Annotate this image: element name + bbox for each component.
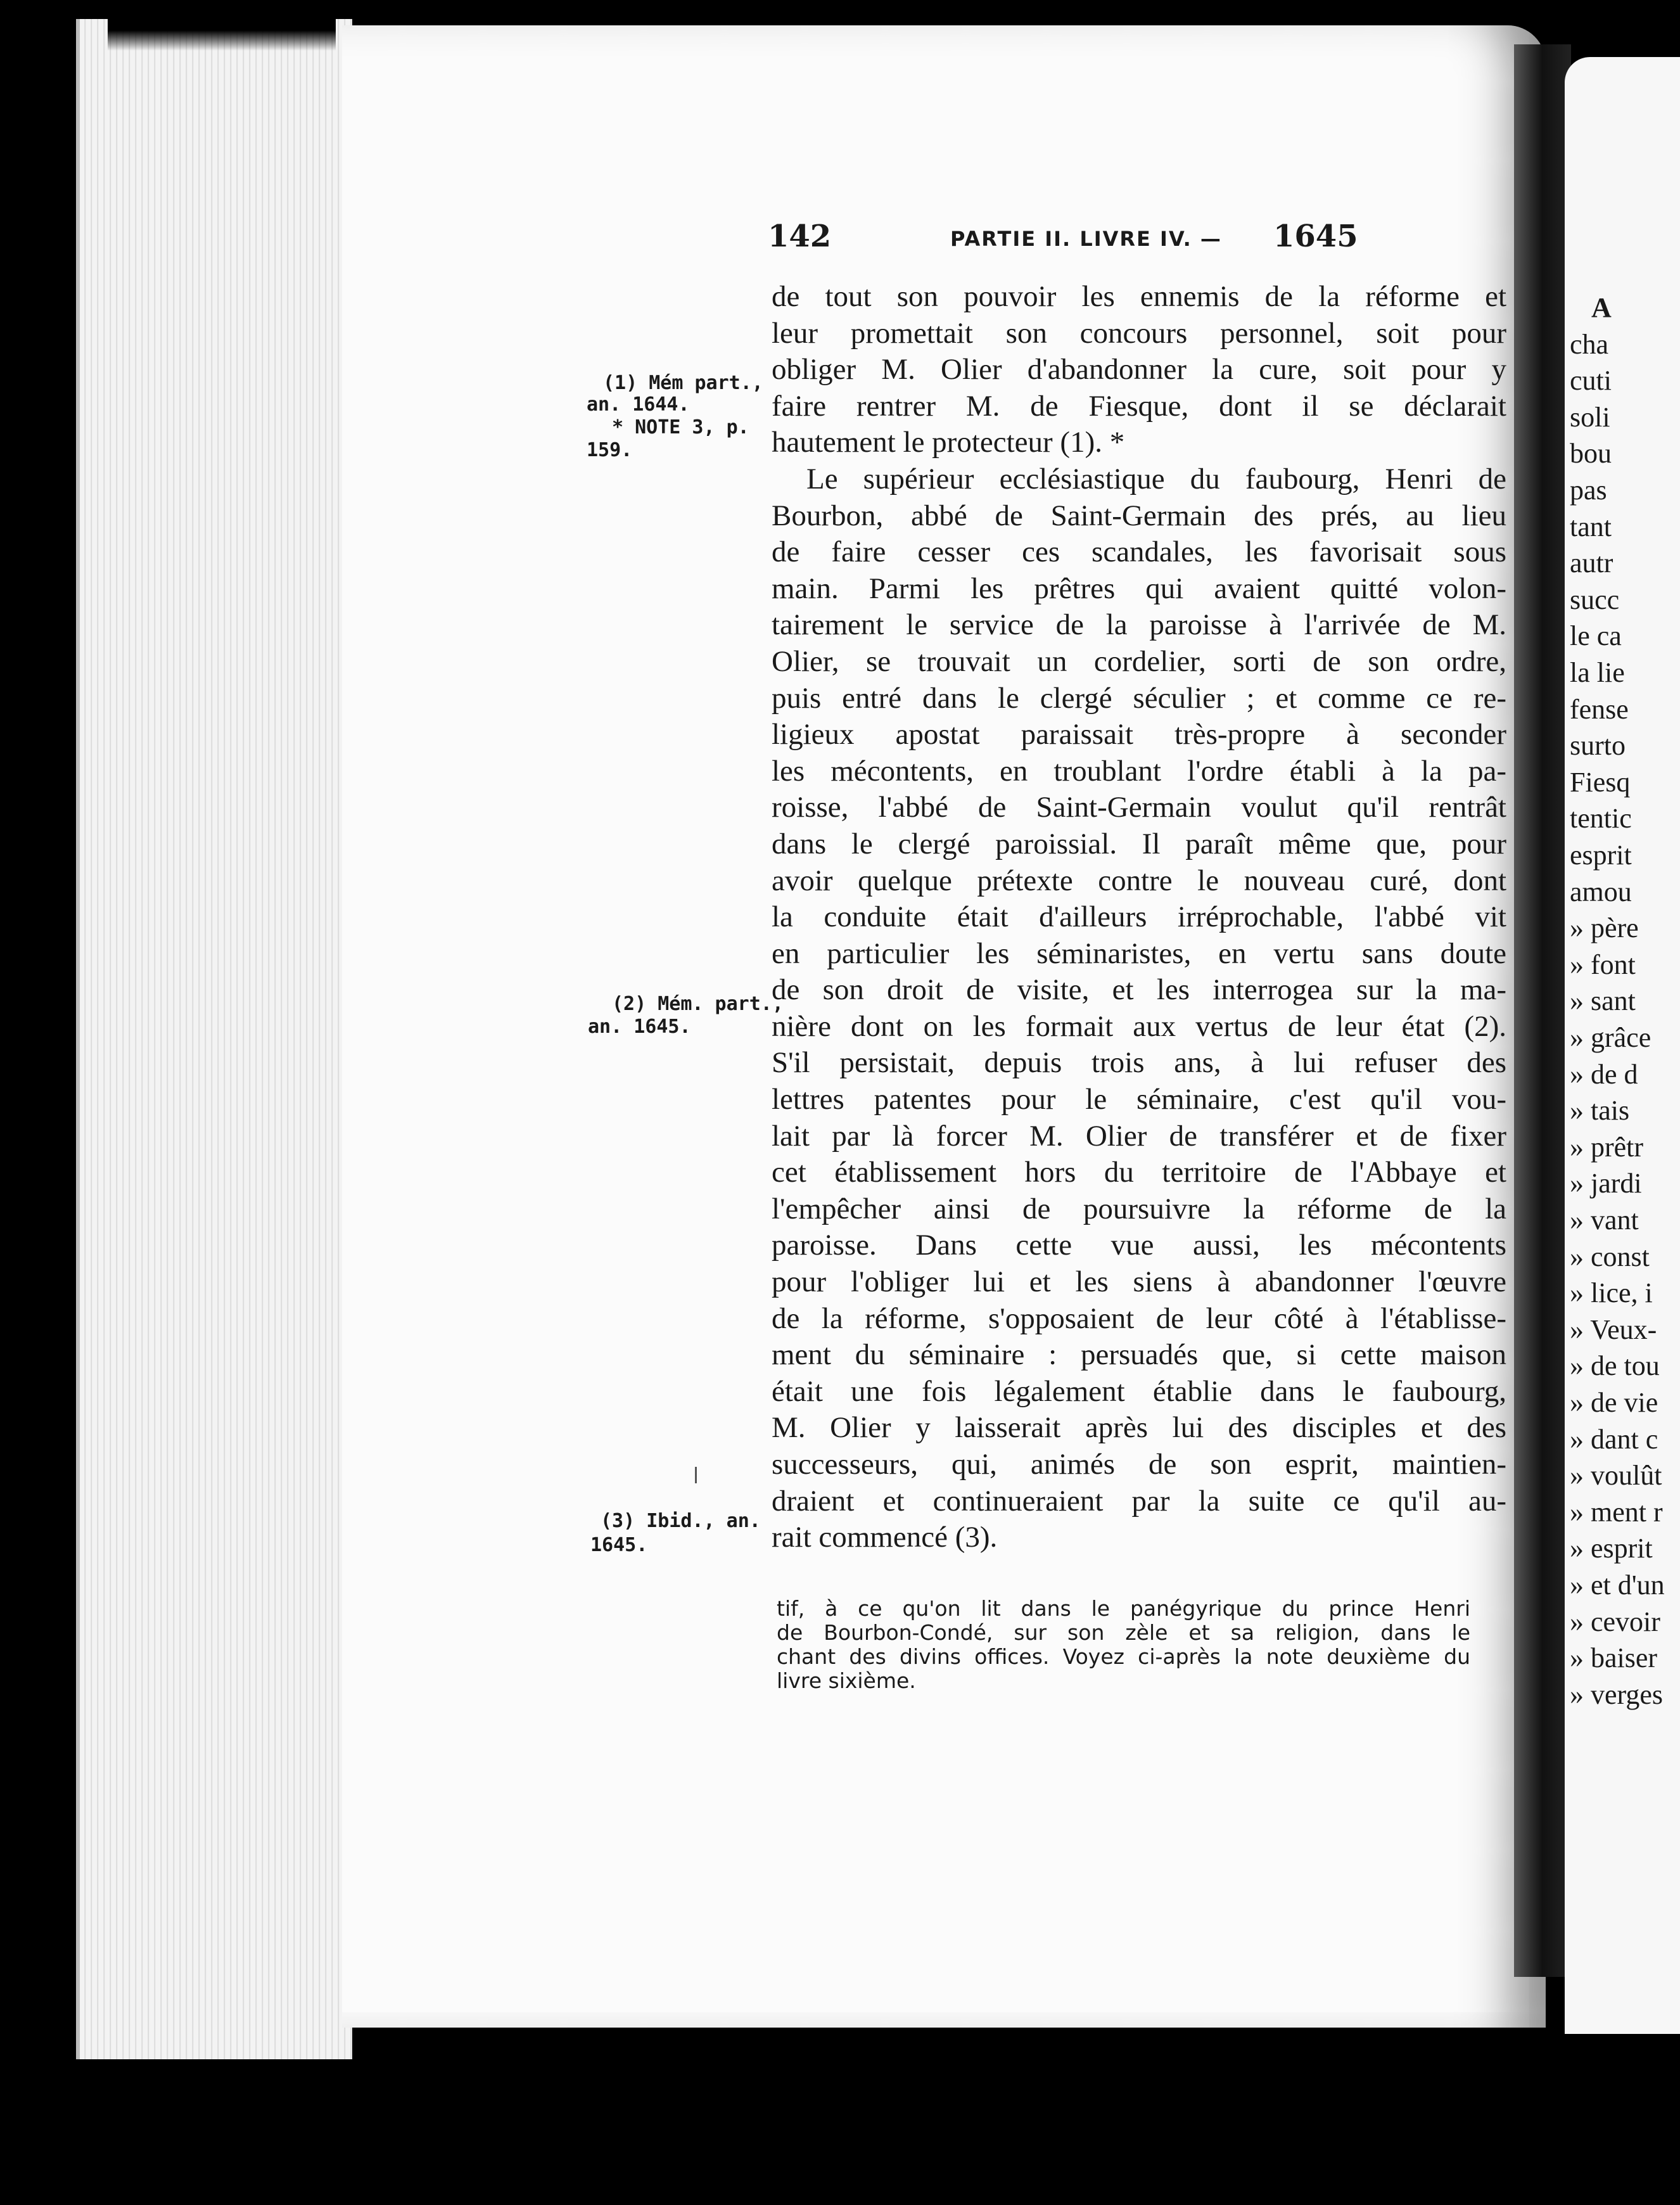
facing-page-line: tant <box>1570 511 1612 542</box>
facing-page-line: succ <box>1570 584 1620 615</box>
facing-page-line: cuti <box>1570 365 1612 397</box>
page-edges-shadow <box>108 0 336 51</box>
facing-page-line: » et d'un <box>1570 1569 1665 1601</box>
body-line: M. Olier y laisserait après lui des disciples et des <box>772 1411 1506 1445</box>
facing-page-line: amou <box>1570 876 1632 907</box>
body-line: paroisse. Dans cette vue aussi, les mécontents <box>772 1229 1506 1262</box>
facing-page-line: » jardi <box>1570 1168 1642 1199</box>
facing-page-line: » tais <box>1570 1095 1630 1127</box>
body-line: lettres patentes pour le séminaire, c'est qu'il vou- <box>772 1083 1506 1116</box>
facing-page-line: » de vie <box>1570 1387 1658 1418</box>
footnote-line: livre sixième. <box>777 1668 916 1693</box>
facing-page-line: » baiser <box>1570 1642 1658 1674</box>
facing-page-line: » cevoir <box>1570 1606 1660 1637</box>
body-line: leur promettait son concours personnel, soit pour <box>772 316 1506 350</box>
body-line: l'empêcher ainsi de poursuivre la réforme de la <box>772 1192 1506 1225</box>
body-line: la conduite était d'ailleurs irréprochable, l'abbé vit <box>772 900 1506 934</box>
facing-page-line: » vant <box>1570 1205 1639 1236</box>
facing-page-line: » lice, i <box>1570 1277 1653 1309</box>
body-line: obliger M. Olier d'abandonner la cure, soit pour y <box>772 353 1506 387</box>
body-line: main. Parmi les prêtres qui avaient quitté volon- <box>772 572 1506 605</box>
body-line: draient et continueraient par la suite ce qu'il au- <box>772 1484 1506 1518</box>
facing-page-line: surto <box>1570 730 1626 762</box>
facing-page-line: soli <box>1570 401 1610 433</box>
body-line: lait par là forcer M. Olier de transférer et de fixer <box>772 1119 1506 1153</box>
footnote-line: tif, à ce qu'on lit dans le panégyrique du prince Henri <box>777 1596 1470 1621</box>
margin-note-1-year: an. 1644. <box>587 393 690 416</box>
footnote-line: chant des divins offices. Voyez ci-après la note deuxième du <box>777 1644 1470 1669</box>
footnote-line: de Bourbon-Condé, sur son zèle et sa religion, dans le <box>777 1620 1470 1645</box>
body-line: successeurs, qui, animés de son esprit, maintien- <box>772 1448 1506 1481</box>
body-line: était une fois légalement établie dans le faubourg, <box>772 1374 1506 1408</box>
body-text <box>772 279 1506 1556</box>
facing-page-line: » Veux- <box>1570 1313 1657 1345</box>
facing-page-line: » ment r <box>1570 1496 1663 1528</box>
facing-page-line: » de tou <box>1570 1350 1660 1382</box>
facing-page-line: » père <box>1570 912 1639 944</box>
body-line: pour l'obliger lui et les siens à abandonner l'œuvre <box>772 1265 1506 1299</box>
stacked-page-edges <box>76 19 352 2059</box>
facing-page-line: le ca <box>1570 620 1622 652</box>
facing-page-line: la lie <box>1570 657 1625 688</box>
body-line: rait commencé (3). <box>772 1521 998 1554</box>
facing-page-line: » grâce <box>1570 1022 1651 1053</box>
facing-page-line: » prêtr <box>1570 1131 1644 1163</box>
facing-page-line: » dant c <box>1570 1423 1658 1455</box>
body-line: S'il persistait, depuis trois ans, à lui refuser des <box>772 1046 1506 1080</box>
body-line: dans le clergé paroissial. Il paraît même que, pour <box>772 827 1506 860</box>
margin-note-1-ref: * NOTE 3, p. <box>612 416 749 438</box>
stray-ink-mark <box>695 1467 697 1483</box>
facing-page-line: » esprit <box>1570 1533 1653 1564</box>
body-line: hautement le protecteur (1). * <box>772 426 1125 459</box>
body-line: roisse, l'abbé de Saint-Germain voulut qu'il rentrât <box>772 791 1506 824</box>
margin-note-3-source: (3) Ibid., an. <box>601 1510 761 1532</box>
footnote <box>777 1597 1470 1693</box>
body-line: de tout son pouvoir les ennemis de la réforme et <box>772 280 1506 313</box>
body-line: en particulier les séminaristes, en vertu sans doute <box>772 936 1506 970</box>
margin-note-1-source: (1) Mém part., <box>603 372 763 394</box>
facing-page-line: cha <box>1570 328 1609 360</box>
margin-note-2-source: (2) Mém. part., <box>612 993 784 1015</box>
facing-page-line: bou <box>1570 438 1612 470</box>
body-line: avoir quelque prétexte contre le nouveau curé, dont <box>772 864 1506 897</box>
page-number: 142 <box>768 219 832 254</box>
body-line: les mécontents, en troublant l'ordre établi à la pa- <box>772 754 1506 788</box>
facing-page-line: » verges <box>1570 1678 1664 1710</box>
facing-page-line: » de d <box>1570 1058 1638 1090</box>
body-line: faire rentrer M. de Fiesque, dont il se déclarait <box>772 389 1506 423</box>
facing-page-line: autr <box>1570 547 1613 579</box>
facing-page-line: » sant <box>1570 985 1636 1017</box>
body-line: Le supérieur ecclésiastique du faubourg, Henri de <box>806 462 1506 495</box>
facing-page-line: fense <box>1570 693 1629 725</box>
body-line: de son droit de visite, et les interrogea sur la ma- <box>772 973 1506 1007</box>
body-line: Olier, se trouvait un cordelier, sorti de son ordre, <box>772 644 1506 678</box>
facing-page-line: esprit <box>1570 840 1632 871</box>
facing-page-line: » const <box>1570 1241 1650 1272</box>
body-line: cet établissement hors du territoire de l'Abbaye et <box>772 1156 1506 1189</box>
running-title: PARTIE II. LIVRE IV. — <box>950 227 1222 251</box>
facing-page-line: A <box>1591 292 1612 323</box>
facing-page <box>1565 57 1680 2034</box>
margin-note-3-year: 1645. <box>590 1534 648 1556</box>
facing-page-line: Fiesq <box>1570 766 1631 798</box>
facing-page-line: » voulût <box>1570 1460 1662 1492</box>
body-line: ligieux apostat paraissait très-propre à seconder <box>772 718 1506 751</box>
body-line: Bourbon, abbé de Saint-Germain des prés, au lieu <box>772 499 1506 532</box>
margin-note-2-year: an. 1645. <box>588 1016 691 1038</box>
facing-page-line: » font <box>1570 949 1636 980</box>
margin-note-1-page: 159. <box>587 439 633 461</box>
facing-page-line: pas <box>1570 475 1607 506</box>
body-line: ment du séminaire : persuadés que, si cette maison <box>772 1338 1506 1372</box>
body-line: de la réforme, s'opposaient de leur côté à l'établisse- <box>772 1301 1506 1335</box>
body-line: puis entré dans le clergé séculier ; et comme ce re- <box>772 681 1506 715</box>
running-year: 1645 <box>1273 219 1358 254</box>
body-line: nière dont on les formait aux vertus de leur état (2). <box>772 1009 1506 1043</box>
facing-page-line: tentic <box>1570 803 1632 834</box>
book-gutter-shadow <box>1514 44 1571 1977</box>
body-line: de faire cesser ces scandales, les favorisait sous <box>772 535 1506 569</box>
body-line: tairement le service de la paroisse à l'arrivée de M. <box>772 608 1506 642</box>
